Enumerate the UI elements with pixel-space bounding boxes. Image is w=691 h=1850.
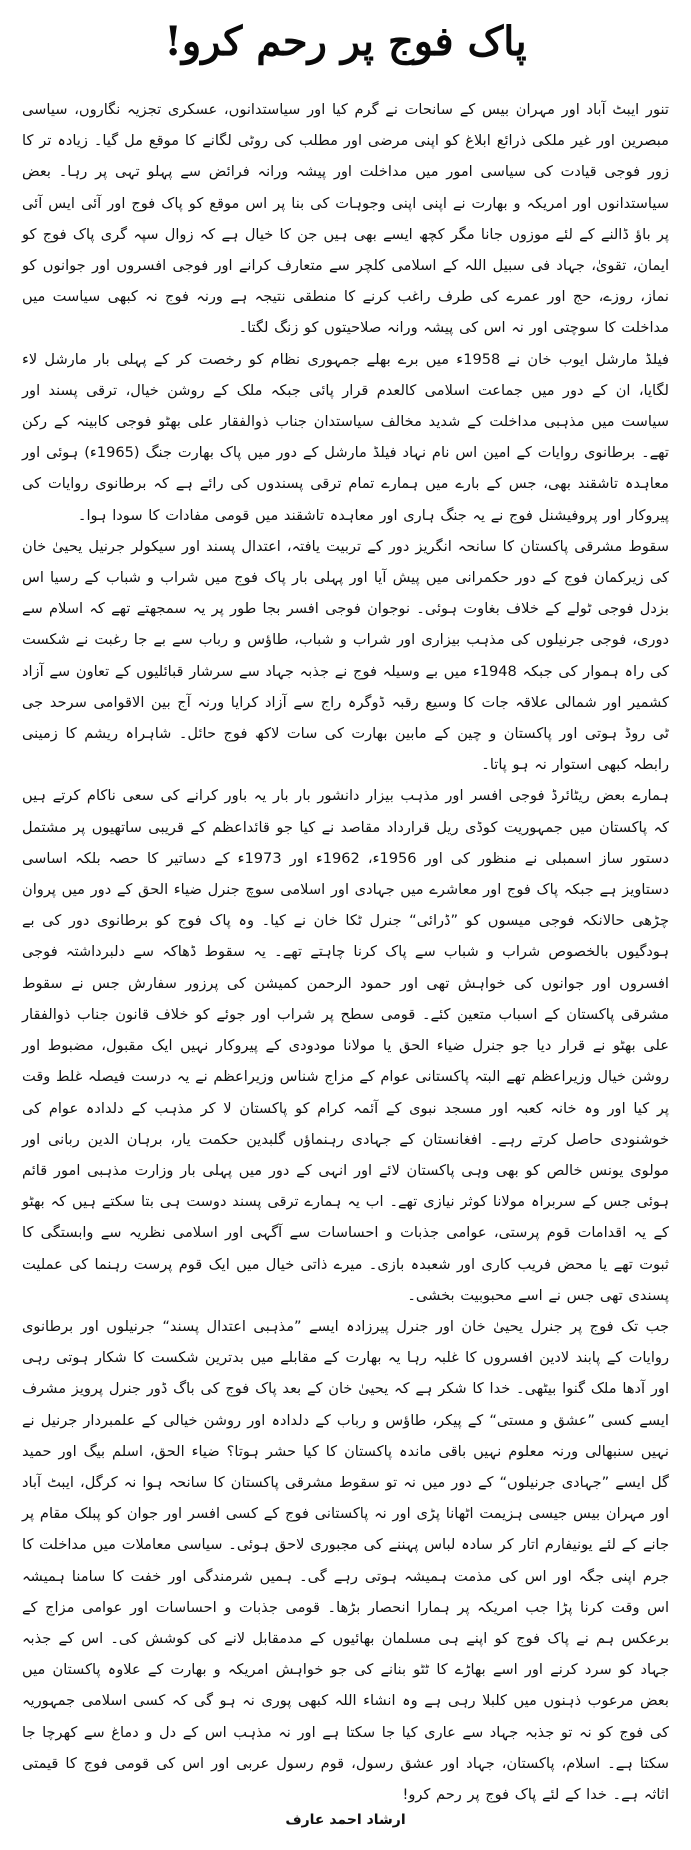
article-paragraph: سقوط مشرقی پاکستان کا سانحہ انگریز دور کے تربیت یافتہ، اعتدال پسند اور سیکولر جرنیل یحییٰ خان کی زیرکمان فوج کے دور حکمرانی میں پیش آیا اور پہلی بار پاک فوج میں شراب و شباب کے رسیا اس بزدل فوجی ٹولے کے خلاف بغاوت ہوئی۔ نوجوان فوجی افسر بجا طور پر یہ سمجھتے تھے کہ اسلام سے دوری، فوجی جرنیلوں کی مذہب بیزاری اور شراب و شباب، طاؤس و رباب سے بے جا رغبت نے شکست کی راہ ہموار کی جبکہ 1948ء میں بے وسیلہ فوج نے جذبہ جہاد سے سرشار قبائلیوں کے تعاون سے آزاد کشمیر اور شمالی علاقہ جات کا وسیع رقبہ ڈوگرہ راج سے آزاد کرایا ورنہ آج بین الاقوامی سرحد جی ٹی روڈ ہوتی اور پاکستان و چین کے مابین بھارت کی سات لاکھ فوج حائل۔ شاہراہ ریشم کا زمینی رابطہ کبھی استوار نہ ہو پاتا۔ — [22, 537, 669, 774]
article-paragraph: ہمارے بعض ریٹائرڈ فوجی افسر اور مذہب بیزار دانشور بار بار یہ باور کرانے کی سعی ناکام کرتے ہیں کہ پاکستان میں جمہوریت کوڈی ریل قرارداد مقاصد نے کیا جو قائداعظم کے قریبی ساتھیوں پر مشتمل دستور ساز اسمبلی نے منظور کی اور 1956ء، 1962ء اور 1973ء کے دساتیر کا حصہ بلکہ اساسی دستاویز ہے جبکہ پاک فوج اور معاشرے میں جہادی اور اسلامی سوچ جنرل ضیاء الحق کے دور میں پروان چڑھی حالانکہ فوجی میسوں کو ”ڈرائی“ جنرل ٹکا خان نے کیا۔ وہ پاک فوج کو برطانوی دور کی بے ہودگیوں بالخصوص شراب و شباب سے پاک کرنا چاہتے تھے۔ یہ سقوط ڈھاکہ سے دلبرداشتہ فوجی افسروں اور جوانوں کی خواہش تھی اور حمود الرحمن کمیشن کی پرزور سفارش جس نے سقوط مشرقی پاکستان کے اسباب متعین کئے۔ قومی سطح پر شراب اور جوئے کو خلاف قانون جناب ذوالفقار علی بھٹو نے قرار دیا جو جنرل ضیاء الحق یا مولانا مودودی کے پیروکار نہیں ایک مقبول، مضبوط اور روشن خیال وزیراعظم تھے البتہ پاکستانی عوام کے مزاج شناس وزیراعظم نے یہ درست فیصلہ غلط وقت پر کیا اور وہ خانہ کعبہ اور مسجد نبوی کے آئمہ کرام کو پاکستان لا کر مذہب کے دلدادہ عوام کی خوشنودی حاصل کرتے رہے۔ افغانستان کے جہادی رہنماؤں گلبدین حکمت یار، برہان الدین ربانی اور مولوی یونس خالص کو بھی وہی پاکستان لائے اور انہی کے دور میں پہلی بار وزارت مذہبی امور قائم ہوئی جس کے سربراہ مولانا کوثر نیازی تھے۔ اب یہ ہمارے ترقی پسند دوست ہی بتا سکتے ہیں کہ بھٹو کے یہ اقدامات قوم پرستی، عوامی جذبات و احساسات سے آگہی اور اسلامی نظریہ سے وابستگی کا ثبوت تھے یا محض فریب کاری اور شعبدہ بازی۔ میرے ذاتی خیال میں ایک قوم پرست رہنما کی عملیت پسندی تھی جس نے اسے محبوبیت بخشی۔ — [22, 787, 670, 1304]
article-paragraph: جب تک فوج پر جنرل یحییٰ خان اور جنرل پیرزادہ ایسے ”مذہبی اعتدال پسند“ جرنیلوں اور برطانوی روایات کے پابند لادین افسروں کا غلبہ رہا یہ بھارت کے مقابلے میں بدترین شکست کا شکار ہوتی رہی اور آدھا ملک گنوا بیٹھی۔ خدا کا شکر ہے کہ یحییٰ خان کے بعد پاک فوج کی باگ ڈور جنرل پرویز مشرف ایسے کسی ”عشق و مستی“ کے پیکر، طاؤس و رباب کے دلدادہ اور روشن خیالی کے علمبردار جرنیل نے نہیں سنبھالی ورنہ معلوم نہیں باقی ماندہ پاکستان کا کیا حشر ہوتا؟ ضیاء الحق، اسلم بیگ اور حمید گل ایسے ”جہادی جرنیلوں“ کے دور میں نہ تو سقوط مشرقی پاکستان کا سانحہ ہوا نہ کرگل، ایبٹ آباد اور مہران بیس جیسی ہزیمت اٹھانا پڑی اور نہ پاکستانی فوج کے کسی افسر اور جوان کو پبلک مقام پر جانے کے لئے یونیفارم اتار کر سادہ لباس پہننے کی مجبوری لاحق ہوئی۔ سیاسی معاملات میں مداخلت کا جرم اپنی جگہ اور اس کی مذمت ہمیشہ ہوتی رہے گی۔ ہمیں شرمندگی اور خفت کا سامنا ہمیشہ اس وقت کرنا پڑا جب امریکہ پر ہمارا انحصار بڑھا۔ قومی جذبات و احساسات اور عوامی مزاج کے برعکس ہم نے پاک فوج کو اپنے ہی مسلمان بھائیوں کے مدمقابل لانے کی کوشش کی۔ اس کے جذبہ جہاد کو سرد کرنے اور اسے بھاڑے کا ٹٹو بنانے کی جو خواہش امریکہ و بھارت کے علاوہ پاکستان میں بعض مرعوب ذہنوں میں کلبلا رہی ہے وہ انشاء اللہ کبھی پوری نہ ہو گی کہ کسی اسلامی جمہوریہ کی فوج کو نہ تو جذبہ جہاد سے عاری کیا جا سکتا ہے اور نہ مذہب اس کے دل و دماغ سے کھرچا جا سکتا ہے۔ اسلام، پاکستان، جہاد اور عشق رسول، قوم رسول عربی اور اس کی قومی فوج کا قیمتی اثاثہ ہے۔ خدا کے لئے پاک فوج پر رحم کرو! — [22, 1317, 669, 1803]
article-paragraph: تنور ایبٹ آباد اور مہران بیس کے سانحات نے گرم کیا اور سیاستدانوں، عسکری تجزیہ نگاروں، سیاسی مبصرین اور غیر ملکی ذرائع ابلاغ کو اپنی مرضی اور مطلب کی روٹی لگانے کا موقع مل گیا۔ زیادہ تر کا زور فوجی قیادت کی سیاسی امور میں مداخلت اور پیشہ ورانہ فرائض سے پہلو تہی پر رہا۔ بعض سیاستدانوں اور امریکہ و بھارت نے اپنی اپنی وجوہات کی بنا پر اس موقع کو پاک فوج اور آئی ایس آئی پر باؤ ڈالنے کے لئے موزوں جانا مگر کچھ ایسے بھی ہیں جن کا خیال ہے کہ زوال سپہ گری پاک فوج کو ایمان، تقویٰ، جہاد فی سبیل اللہ کے اسلامی کلچر سے متعارف کرانے اور فوجی افسروں اور جوانوں کو نماز، روزے، حج اور عمرے کی طرف راغب کرنے کا منطقی نتیجہ ہے ورنہ فوج نہ کبھی سیاست میں مداخلت کا سوچتی اور نہ اس کی پیشہ ورانہ صلاحیتوں کو زنگ لگتا۔ — [22, 101, 669, 337]
article-body — [22, 94, 669, 1810]
article-title: پاک فوج پر رحم کرو! — [164, 18, 527, 65]
article-paragraph: فیلڈ مارشل ایوب خان نے 1958ء میں برے بھلے جمہوری نظام کو رخصت کر کے پہلی بار مارشل لاء لگایا، ان کے دور میں جماعت اسلامی کالعدم قرار پائی جبکہ ملک کے روشن خیال، ترقی پسند اور سیاست میں مذہبی مداخلت کے شدید مخالف سیاستدان جناب ذوالفقار علی بھٹو فوجی کابینہ کے رکن تھے۔ برطانوی روایات کے امین اس نام نہاد فیلڈ مارشل کے دور میں پاک بھارت جنگ (1965ء) ہوئی اور معاہدہ تاشقند بھی، جس کے بارے میں ہمارے تمام ترقی پسندوں کی رائے ہے کہ برطانوی روایات کی پیروکار اور پروفیشنل فوج نے یہ جنگ ہاری اور معاہدہ تاشقند میں قومی مفادات کا سودا ہوا۔ — [22, 350, 669, 524]
author-name: ارشاد احمد عارف — [285, 1812, 406, 1828]
